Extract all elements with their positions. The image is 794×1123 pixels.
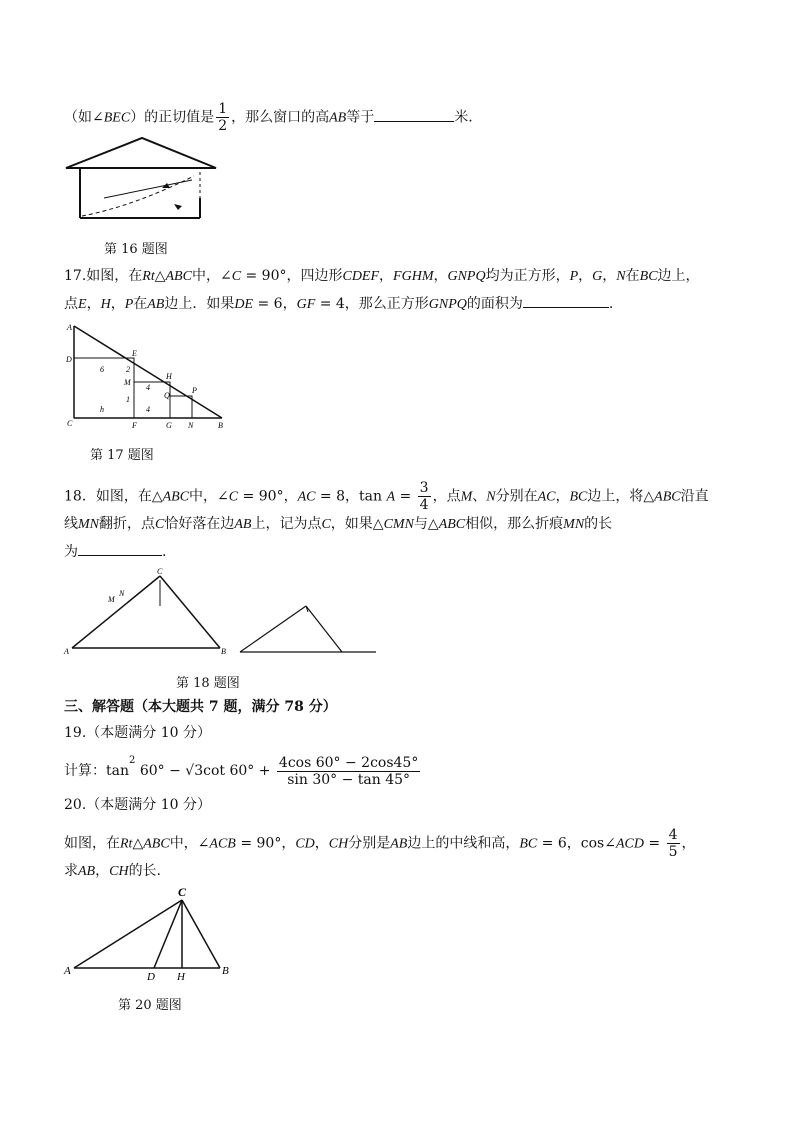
q17-figure bbox=[66, 322, 236, 432]
text: 17.如图，在 bbox=[64, 268, 143, 284]
text: （如∠ bbox=[64, 109, 104, 126]
q18-caption: 第 18 题图 bbox=[176, 676, 240, 691]
text: ， bbox=[86, 296, 101, 312]
text: 计算： bbox=[64, 763, 106, 779]
text: √3 bbox=[185, 763, 204, 779]
text: = 8， bbox=[315, 488, 360, 505]
var: N bbox=[616, 269, 626, 284]
answer-blank[interactable] bbox=[523, 293, 609, 308]
q18-line2 bbox=[64, 515, 612, 534]
label-4b: 4 bbox=[146, 405, 150, 414]
var: ACB bbox=[209, 836, 236, 852]
text: 线 bbox=[64, 516, 78, 532]
square-CDEF bbox=[74, 358, 134, 418]
label-A: A bbox=[64, 647, 69, 656]
text: △ bbox=[132, 835, 144, 852]
label-D: D bbox=[147, 971, 155, 983]
text: 均为正方形， bbox=[485, 268, 570, 284]
var: C bbox=[155, 517, 165, 532]
q19-expression bbox=[64, 752, 422, 788]
frac-den: 5 bbox=[668, 844, 678, 860]
var: ABC bbox=[438, 517, 466, 532]
text: 上，记为点 bbox=[251, 516, 322, 532]
fraction-half bbox=[216, 101, 229, 134]
text: 在 bbox=[625, 268, 640, 284]
text: = bbox=[643, 835, 665, 852]
var: AB bbox=[390, 836, 408, 852]
text: △ bbox=[154, 268, 166, 284]
frac-num: 3 bbox=[419, 480, 429, 496]
q17-caption: 第 17 题图 bbox=[90, 448, 154, 463]
side-AC bbox=[74, 900, 182, 968]
text: . bbox=[162, 544, 167, 560]
frac-num: 1 bbox=[218, 101, 228, 117]
text: ， bbox=[555, 488, 570, 505]
label-N: N bbox=[119, 589, 125, 598]
var: AB bbox=[234, 517, 252, 532]
var: A bbox=[386, 489, 396, 505]
sun-ray-dashed bbox=[82, 176, 194, 216]
label-B: B bbox=[222, 965, 229, 977]
label-M: M bbox=[124, 378, 131, 387]
var: G bbox=[592, 269, 603, 284]
label-2: 2 bbox=[126, 365, 130, 374]
q20-head: 20.（本题满分 10 分） bbox=[64, 797, 211, 813]
text: 、 bbox=[472, 488, 487, 505]
square-FGHM bbox=[134, 382, 170, 418]
var: P bbox=[124, 297, 134, 312]
label-D: D bbox=[66, 355, 72, 364]
label-C: C bbox=[178, 885, 187, 899]
q20-line2 bbox=[64, 862, 161, 881]
answer-blank[interactable] bbox=[374, 107, 454, 122]
var: H bbox=[100, 297, 111, 312]
label-C: C bbox=[157, 567, 163, 576]
text: 等于 bbox=[346, 109, 375, 126]
var: Rt bbox=[120, 836, 133, 852]
fraction-3-4 bbox=[418, 480, 431, 513]
var: CMN bbox=[383, 517, 414, 532]
label-P: P bbox=[192, 386, 197, 395]
var: C bbox=[228, 489, 239, 505]
var: DE bbox=[234, 297, 254, 312]
q16-line bbox=[64, 101, 473, 134]
side-CB bbox=[160, 576, 220, 648]
label-A: A bbox=[67, 323, 72, 332]
roof-triangle bbox=[66, 138, 216, 168]
label-N: N bbox=[188, 421, 194, 430]
label-C: C bbox=[67, 419, 73, 428]
frac-num: 4 bbox=[668, 827, 678, 843]
text: ，如果△ bbox=[330, 516, 384, 532]
q20-line1 bbox=[64, 827, 696, 860]
text: ， bbox=[110, 296, 125, 312]
text: cos∠ bbox=[580, 835, 616, 852]
label-H: H bbox=[177, 971, 185, 983]
text: ）的正切值是 bbox=[130, 109, 215, 126]
q16-figure bbox=[64, 136, 224, 226]
exponent: 2 bbox=[129, 755, 136, 766]
var: AB bbox=[78, 864, 96, 879]
label-F: F bbox=[132, 421, 137, 430]
text: ，点 bbox=[432, 488, 461, 505]
square-GNPQ bbox=[170, 396, 192, 418]
side-CB bbox=[182, 900, 220, 968]
var: N bbox=[486, 489, 496, 505]
side-left bbox=[240, 606, 306, 652]
var: BC bbox=[569, 489, 588, 505]
text: tan bbox=[106, 763, 129, 779]
text: ， bbox=[578, 268, 593, 284]
label-A: A bbox=[64, 965, 71, 977]
text: 的面积为 bbox=[466, 296, 523, 312]
text: = 4，那么正方形 bbox=[315, 296, 429, 312]
q18-line1 bbox=[64, 480, 709, 513]
var: AB bbox=[147, 297, 165, 312]
var: GNPQ bbox=[447, 269, 486, 284]
var: ABC bbox=[162, 489, 190, 505]
frac-den: 2 bbox=[218, 118, 228, 134]
text: 米. bbox=[454, 109, 473, 126]
text: = 90°，四边形 bbox=[241, 268, 343, 284]
text: 翻折，点 bbox=[99, 516, 155, 532]
section-title: 三、解答题（本大题共 7 题，满分 78 分） bbox=[64, 699, 337, 715]
var: CDEF bbox=[342, 269, 380, 284]
text: = 90°， bbox=[235, 835, 296, 852]
text: 60° − bbox=[135, 763, 186, 779]
var: C bbox=[321, 517, 331, 532]
text: 求 bbox=[64, 863, 78, 879]
text: 边上，将△ bbox=[587, 488, 655, 505]
text: = 90°， bbox=[238, 488, 298, 505]
q16-caption: 第 16 题图 bbox=[104, 242, 168, 257]
label-H: H bbox=[166, 372, 172, 381]
label-B: B bbox=[221, 647, 226, 656]
text: 的长. bbox=[128, 863, 162, 879]
side-AC bbox=[72, 576, 160, 648]
text: 如图，在 bbox=[64, 835, 120, 852]
fraction-4-5 bbox=[667, 827, 680, 860]
text: 中，∠ bbox=[189, 488, 229, 505]
text: ，那么窗口的高 bbox=[231, 109, 330, 126]
text: 18．如图，在△ bbox=[64, 488, 163, 505]
label-h: h bbox=[100, 405, 104, 414]
text: = 6， bbox=[253, 296, 297, 312]
var: MN bbox=[563, 517, 585, 532]
text: ， bbox=[602, 268, 617, 284]
var: BEC bbox=[103, 110, 131, 126]
q18-figure bbox=[64, 566, 384, 656]
fraction-expr bbox=[277, 755, 420, 788]
text: = 6， bbox=[537, 835, 581, 852]
var: M bbox=[460, 489, 473, 505]
q18-line3 bbox=[64, 541, 166, 561]
text: 边上， bbox=[657, 268, 700, 284]
q20-figure bbox=[64, 884, 244, 984]
label-4: 4 bbox=[146, 383, 150, 392]
var: ABC bbox=[165, 269, 192, 284]
var: MN bbox=[78, 517, 99, 532]
text: tan bbox=[359, 488, 383, 505]
label-B: B bbox=[218, 421, 223, 430]
var: CD bbox=[295, 836, 315, 852]
text: 为 bbox=[64, 544, 78, 560]
text: 在 bbox=[133, 296, 148, 312]
text: 中，∠ bbox=[169, 835, 210, 852]
label-6: 6 bbox=[100, 365, 104, 374]
var: ABC bbox=[654, 489, 681, 505]
median-CD bbox=[154, 900, 182, 968]
label-Q: Q bbox=[164, 391, 170, 400]
var: FGHM bbox=[393, 269, 434, 284]
text: ， bbox=[681, 835, 696, 852]
text: 沿直 bbox=[680, 488, 709, 505]
var: ABC bbox=[143, 836, 170, 852]
var: GNPQ bbox=[428, 297, 467, 312]
q17-line2 bbox=[64, 293, 613, 314]
label-M: M bbox=[108, 595, 115, 604]
text: 分别是 bbox=[348, 835, 391, 852]
sun-ray bbox=[104, 180, 192, 198]
var: Rt bbox=[142, 269, 155, 284]
text: 相似，那么折痕 bbox=[465, 516, 564, 532]
text: 边上的中线和高， bbox=[407, 835, 520, 852]
q19-head: 19.（本题满分 10 分） bbox=[64, 725, 211, 741]
label-E: E bbox=[132, 349, 137, 358]
text: ， bbox=[433, 268, 448, 284]
var: P bbox=[569, 269, 579, 284]
text: = bbox=[395, 488, 416, 505]
label-G: G bbox=[166, 421, 172, 430]
q20-caption: 第 20 题图 bbox=[118, 998, 182, 1013]
text: cot 60° + bbox=[203, 763, 275, 779]
text: 分别在 bbox=[495, 488, 538, 505]
text: 中，∠ bbox=[191, 268, 232, 284]
q17-line1 bbox=[64, 267, 700, 286]
var: AC bbox=[537, 489, 556, 505]
var: GF bbox=[296, 297, 316, 312]
label-1: 1 bbox=[126, 395, 130, 404]
frac-den: 4 bbox=[419, 497, 429, 513]
var: AB bbox=[329, 110, 347, 126]
text: ， bbox=[95, 863, 110, 879]
var: CH bbox=[328, 836, 349, 852]
frac-num: 4cos 60° − 2cos45° bbox=[278, 754, 419, 771]
arrow-head bbox=[174, 204, 182, 210]
frac-den: sin 30° − tan 45° bbox=[287, 771, 411, 788]
text: ， bbox=[314, 835, 329, 852]
var: E bbox=[78, 297, 87, 312]
var: AC bbox=[297, 489, 316, 505]
side-right bbox=[306, 606, 342, 652]
var: C bbox=[231, 269, 242, 284]
text: ， bbox=[379, 268, 394, 284]
var: ACD bbox=[615, 836, 644, 852]
text: 与△ bbox=[413, 516, 439, 532]
text: . bbox=[608, 296, 614, 312]
var: BC bbox=[639, 269, 658, 284]
var: BC bbox=[519, 836, 538, 852]
text: 点 bbox=[64, 296, 78, 312]
text: 的长 bbox=[584, 516, 613, 532]
var: CH bbox=[109, 864, 129, 879]
answer-blank[interactable] bbox=[78, 541, 162, 556]
text: 恰好落在边 bbox=[164, 516, 235, 532]
text: 边上．如果 bbox=[164, 296, 235, 312]
